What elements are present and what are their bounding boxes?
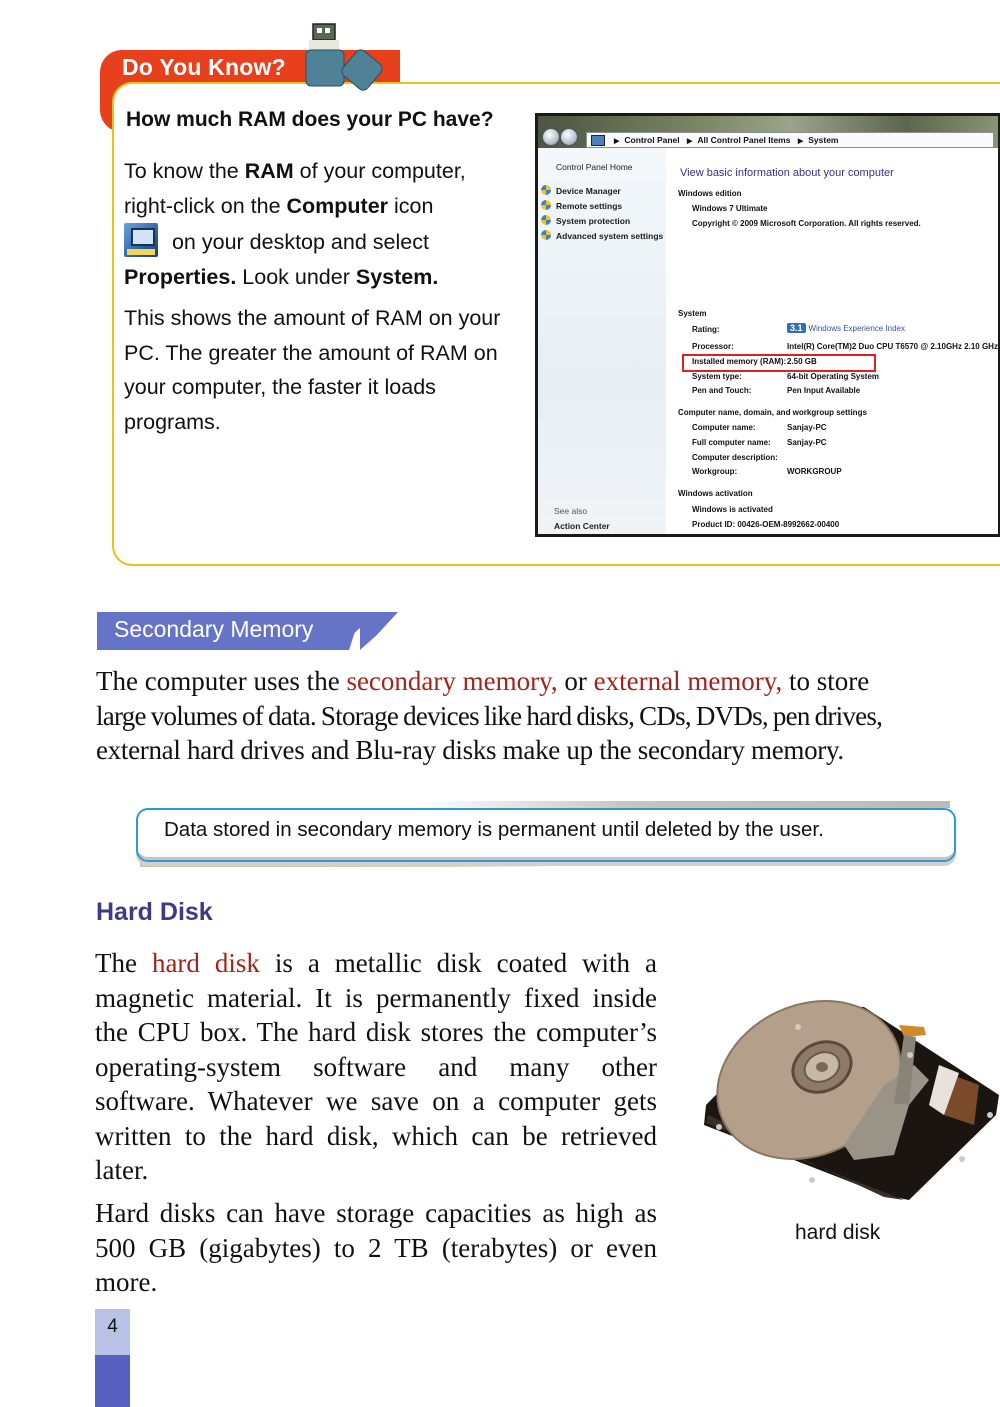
page-number: 4 xyxy=(107,1316,118,1337)
breadcrumb-control-panel: Control Panel xyxy=(624,135,680,145)
bold-properties: Properties. xyxy=(124,264,237,289)
rating-label: Rating: xyxy=(692,325,720,334)
hard-disk-image xyxy=(694,955,999,1200)
ram-highlight-box xyxy=(682,354,876,372)
section-system: System xyxy=(678,309,707,318)
window-main-pane xyxy=(666,148,998,534)
processor-label: Processor: xyxy=(692,342,734,351)
label: Device Manager xyxy=(556,186,621,196)
activation-status: Windows is activated xyxy=(692,505,773,514)
experience-index-link: Windows Experience Index xyxy=(808,324,906,333)
rating-badge: 3.1 xyxy=(787,323,806,333)
section-activation: Windows activation xyxy=(678,489,753,498)
window-sidebar xyxy=(538,148,666,534)
do-you-know-question: How much RAM does your PC have? xyxy=(126,108,494,131)
text: The computer uses the xyxy=(96,666,347,696)
text: Look under xyxy=(236,264,356,289)
breadcrumb-arrow-icon: ▶ xyxy=(797,138,804,145)
ram-label: Installed memory (RAM): xyxy=(692,357,787,366)
pen-touch-value: Pen Input Available xyxy=(787,386,861,395)
pen-touch-label: Pen and Touch: xyxy=(692,386,752,395)
do-you-know-instructions xyxy=(124,154,519,294)
page-edge-bar xyxy=(95,1355,130,1407)
control-panel-icon xyxy=(591,135,605,146)
hard-disk-heading: Hard Disk xyxy=(96,898,213,926)
secondary-memory-heading: Secondary Memory xyxy=(114,616,314,642)
text: The xyxy=(95,948,152,978)
section-computer-name: Computer name, domain, and workgroup settings xyxy=(678,408,867,417)
label: Remote settings xyxy=(556,201,623,211)
shield-icon xyxy=(541,200,551,210)
system-type-value: 64-bit Operating System xyxy=(787,372,880,381)
sidebar-control-panel-home: Control Panel Home xyxy=(556,162,633,172)
shield-icon xyxy=(541,230,551,240)
text: external hard drives and Blu-ray disks make up the secondary memory. xyxy=(96,735,844,765)
text: to store xyxy=(782,666,870,696)
window-page-title: View basic information about your computer xyxy=(680,167,894,179)
secondary-memory-paragraph xyxy=(96,664,1000,768)
text: icon xyxy=(388,193,434,218)
hard-disk-paragraph-2: Hard disks can have storage capacities as high as 500 GB (gigabytes) to 2 TB (terabytes) or even more. xyxy=(95,1198,657,1297)
breadcrumb-system: System xyxy=(808,135,839,145)
text: is a metallic disk coated with a magnetic material. It is permanently fixed inside the CPU box. The hard disk stores the computer’s operating-system software and many other software. Whatever we save on a computer gets written to the hard disk, which can be retrieved later. xyxy=(95,948,657,1185)
system-type-label: System type: xyxy=(692,372,742,381)
ram-value: 2.50 GB xyxy=(787,357,817,366)
banner-tail xyxy=(360,612,398,650)
hard-disk-paragraph-1 xyxy=(95,946,657,1188)
section-windows-edition: Windows edition xyxy=(678,189,742,198)
breadcrumb-arrow-icon: ▶ xyxy=(614,138,620,145)
text: To know the xyxy=(124,159,245,183)
computer-name-value: Sanjay-PC xyxy=(787,423,827,432)
see-also-label: See also xyxy=(554,506,588,516)
sidebar-advanced-settings xyxy=(556,231,663,241)
copyright-text: Copyright © 2009 Microsoft Corporation. All rights reserved. xyxy=(692,219,921,228)
label: System protection xyxy=(556,216,631,226)
workgroup-label: Workgroup: xyxy=(692,467,738,476)
computer-name-label: Computer name: xyxy=(692,423,756,432)
action-center-link: Action Center xyxy=(554,521,610,531)
term-external-memory: external memory, xyxy=(593,666,783,696)
processor-value: Intel(R) Core(TM)2 Duo CPU T6570 @ 2.10GHz 2.10 GHz xyxy=(787,342,998,351)
breadcrumb-all-items: All Control Panel Items xyxy=(697,135,791,145)
rating-value xyxy=(787,323,905,333)
forward-button-icon xyxy=(560,128,578,146)
term-secondary-memory: secondary memory, xyxy=(346,666,558,696)
computer-description-label: Computer description: xyxy=(692,453,778,462)
do-you-know-explanation: This shows the amount of RAM on your PC. The greater the amount of RAM on your computer, the faster it loads programs. xyxy=(124,306,501,434)
breadcrumb-arrow-icon: ▶ xyxy=(687,138,693,145)
text: on your desktop and select xyxy=(166,230,429,254)
back-button-icon xyxy=(542,128,560,146)
bold-ram: RAM xyxy=(244,159,294,183)
text: of your computer, right-click on the xyxy=(124,159,466,218)
label: Advanced system settings xyxy=(556,231,664,241)
system-properties-screenshot xyxy=(535,113,1000,537)
shield-icon xyxy=(541,215,551,225)
pen-drive-icon xyxy=(300,22,390,92)
bold-computer: Computer xyxy=(286,193,389,218)
text: or xyxy=(557,666,594,696)
workgroup-value: WORKGROUP xyxy=(787,467,842,476)
sidebar-device-manager xyxy=(556,186,621,196)
sidebar-remote-settings xyxy=(556,201,622,211)
note-shadow xyxy=(420,801,950,808)
do-you-know-title: Do You Know? xyxy=(122,54,286,80)
product-id: Product ID: 00426-OEM-8992662-00400 xyxy=(692,520,840,529)
hard-disk-caption: hard disk xyxy=(795,1221,881,1244)
sidebar-system-protection xyxy=(556,216,630,226)
full-computer-name-value: Sanjay-PC xyxy=(787,438,827,447)
note-text: Data stored in secondary memory is permanent until deleted by the user. xyxy=(164,818,824,841)
full-computer-name-label: Full computer name: xyxy=(692,438,771,447)
shield-icon xyxy=(541,185,551,195)
windows-edition-value: Windows 7 Ultimate xyxy=(692,204,768,213)
bold-system: System. xyxy=(355,264,439,289)
term-hard-disk: hard disk xyxy=(151,948,260,978)
computer-icon xyxy=(124,223,158,257)
address-bar xyxy=(586,132,994,148)
text: large volumes of data. Storage devices like hard disks, CDs, DVDs, pen drives, xyxy=(96,700,883,731)
window-titlebar xyxy=(538,116,998,148)
